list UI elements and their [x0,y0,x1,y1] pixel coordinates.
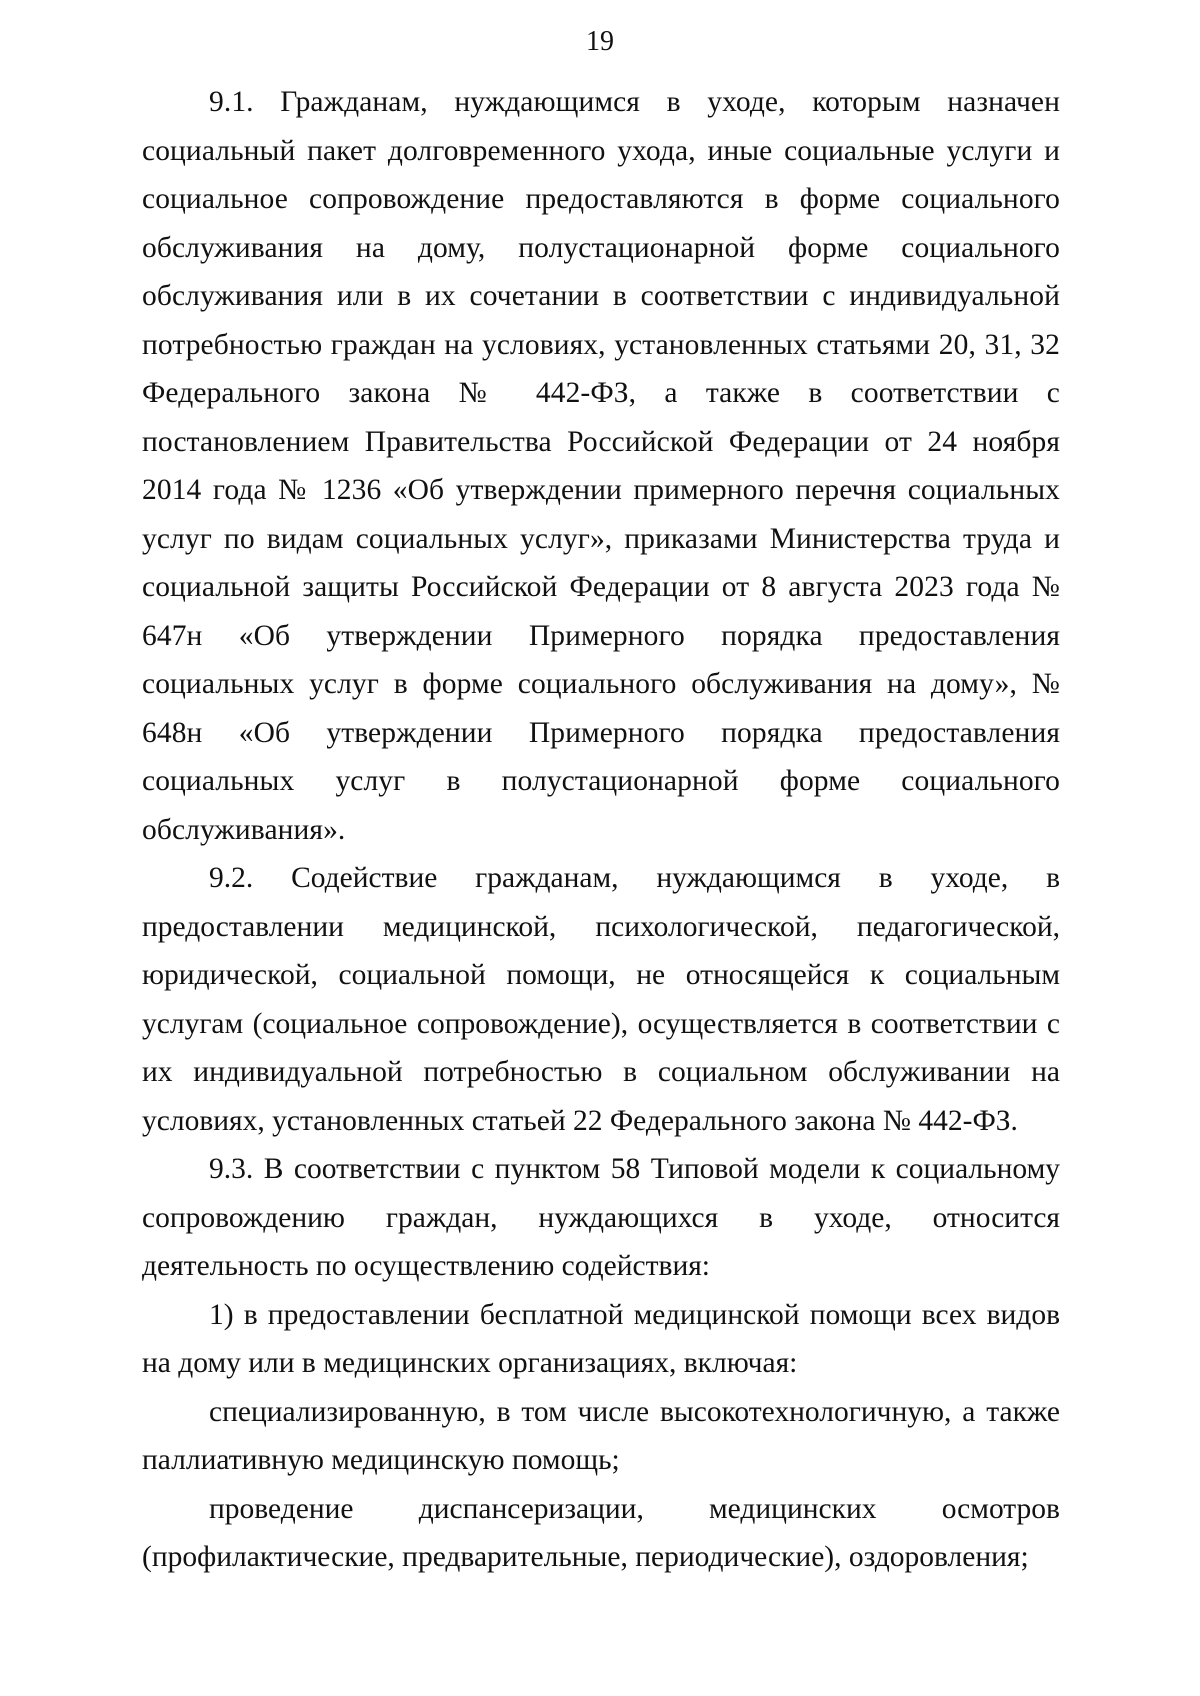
sub-item-specialized-care: специализированную, в том числе высокотехнологичную, а также паллиативную медицинскую помощь; [142,1395,1060,1476]
paragraph-9-1: 9.1. Гражданам, нуждающимся в уходе, которым назначен социальный пакет долговременного ухода, иные социальные услуги и социальное сопровождение предоставляются в форме социального обслуживания на дому, полустационарной форме социального обслуживания или в их сочетании в соответствии с индивидуальной потребностью граждан на условиях, установленных статьями 20, 31, 32 Федерального закона № 442-ФЗ, а также в соответствии с постановлением Правительства Российской Федерации от 24 ноября 2014 года № 1236 «Об утверждении примерного перечня социальных услуг по видам социальных услуг», приказами Министерства труда и социальной защиты Российской Федерации от 8 августа 2023 года № 647н «Об утверждении Примерного порядка предоставления социальных услуг в форме социального обслуживания на дому», № 648н «Об утверждении Примерного порядка предоставления социальных услуг в полустационарной форме социального обслуживания». [142,86,1060,846]
paragraph-9-3: 9.3. В соответствии с пунктом 58 Типовой модели к социальному сопровождению граждан, нуждающихся в уходе, относится деятельность по осуществлению содействия: [142,1153,1060,1282]
list-item-1: 1) в предоставлении бесплатной медицинской помощи всех видов на дому или в медицинских организациях, включая: [142,1298,1060,1379]
page-number: 19 [586,26,614,57]
document-body [142,78,1060,1582]
sub-item-medical-examinations: проведение диспансеризации, медицинских осмотров (профилактические, предварительные, периодические), оздоровления; [142,1492,1060,1573]
paragraph-9-2: 9.2. Содействие гражданам, нуждающимся в уходе, в предоставлении медицинской, психологической, педагогической, юридической, социальной помощи, не относящейся к социальным услугам (социальное сопровождение), осуществляется в соответствии с их индивидуальной потребностью в социальном обслуживании на условиях, установленных статьей 22 Федерального закона № 442-ФЗ. [142,862,1060,1137]
